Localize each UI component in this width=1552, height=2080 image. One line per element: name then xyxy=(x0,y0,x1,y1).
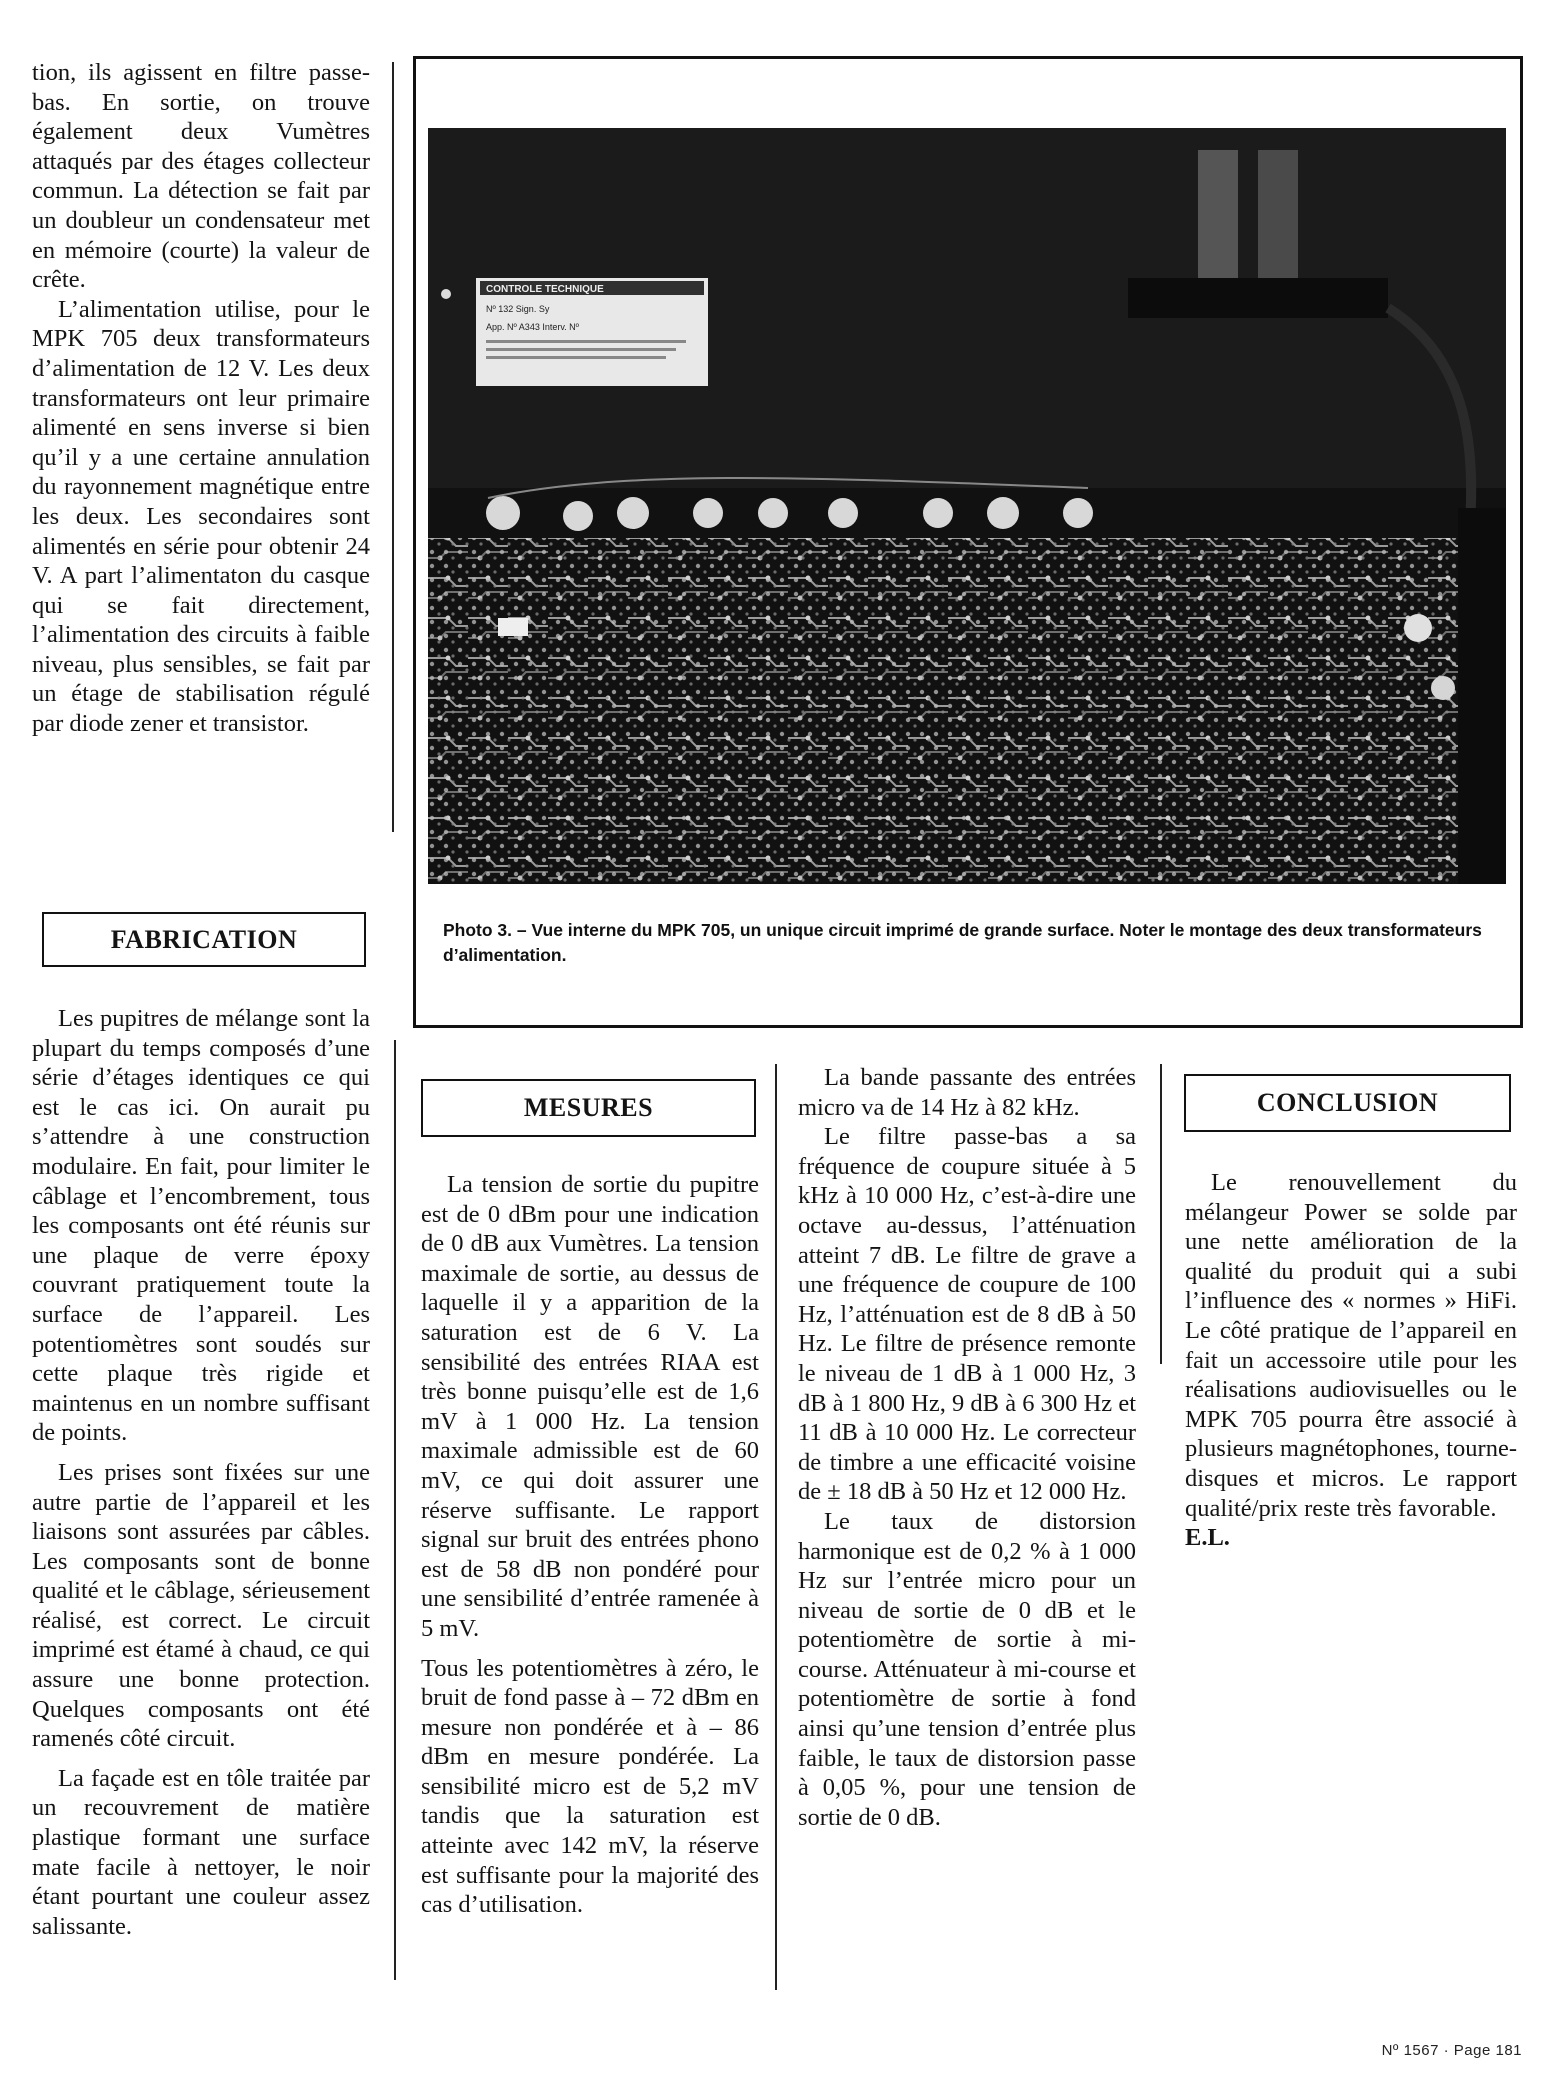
circuit-board-image xyxy=(428,128,1506,884)
caption-label: Photo 3. xyxy=(443,920,513,940)
mesures-body xyxy=(421,1170,759,1920)
paragraph: Les prises sont fixées sur une autre partie de l’appareil et les liaisons sont assurées par câbles. Les composants sont de bonne qualité et le câblage, sérieusement réalisé, est correct. Le circuit imprimé est étamé à chaud, ce qui assure une bonne protection. Quelques composants ont été ramenés côté circuit. xyxy=(32,1458,370,1753)
conclusion-body xyxy=(1185,1168,1517,1553)
label-line: App. Nº A343 Interv. Nº xyxy=(486,322,579,332)
column-rule xyxy=(1160,1064,1162,1364)
paragraph: Les pupitres de mélange sont la plupart du temps composés d’une série d’étages identiques ce qui est le cas ici. On aurait pu s’attendre à une construction modulaire. En fait, pour limiter le câblage et l’encombrement, tous les composants ont été réunis sur une plaque de verre époxy couvrant pratiquement toute la surface de l’appareil. Les potentiomètres sont soudés sur cette plaque très rigide et maintenus en un nombre suffisant de points. xyxy=(32,1005,370,1447)
circuit-board-photo xyxy=(428,128,1506,884)
conclusion-heading: CONCLUSION xyxy=(1184,1074,1511,1132)
column-rule xyxy=(394,1040,396,1980)
fabrication-heading: FABRICATION xyxy=(42,912,366,967)
author-signature: E.L. xyxy=(1185,1524,1230,1552)
paragraph: Le filtre passe-bas a sa fréquence de coupure située à 5 kHz à 10 000 Hz, c’est-à-dire une octave au-dessus, l’atténuation atteint 7 dB. Le filtre de grave a une fréquence de coupure de 100 Hz, l’atténuation est de 8 dB à 50 Hz. Le filtre de présence remonte le niveau de 1 dB à 1 000 Hz, 3 dB à 1 800 Hz, 9 dB à 6 300 Hz et 11 dB à 10 000 Hz. Le correcteur de timbre a une efficacité voisine de ± 18 dB à 50 Hz et 12 000 Hz. xyxy=(798,1123,1136,1506)
paragraph: Le renouvellement du mélangeur Power se solde par une nette amélioration de la qualité du produit qui a subi l’influence des « normes » HiFi. Le côté pratique de l’appareil en fait un accessoire utile pour les réalisations audiovisuelles ou le MPK 705 pourra être associé à plusieurs magnétophones, tourne-disques et micros. Le rapport qualité/prix reste très favorable. xyxy=(1185,1169,1517,1522)
column-3 xyxy=(798,1063,1136,1832)
paragraph: L’alimentation utilise, pour le MPK 705 deux transformateurs d’alimentation de 12 V. Les deux transformateurs ont leur primaire alimenté en sens inverse si bien qu’il y a une certaine annulation du rayonnement magnétique entre les deux. Les secondaires sont alimentés en série pour obtenir 24 V. A part l’alimentaton du casque qui se fait directement, l’alimentation des circuits à faible niveau, plus sensibles, se fait par un étage de stabilisation régulé par diode zener et transistor. xyxy=(32,295,370,738)
column-rule xyxy=(392,62,394,832)
page-footer: Nº 1567 · Page 181 xyxy=(1381,2042,1522,2059)
photo-caption xyxy=(443,918,1493,968)
paragraph: Le taux de distorsion harmonique est de 0,2 % à 1 000 Hz sur l’entrée micro pour un niveau de sortie de 0 dB et le potentiomètre de sortie à mi-course. Atténuateur à mi-course et potentiomètre de sortie à fond ainsi qu’une tension d’entrée plus faible, le taux de distorsion passe à 0,05 %, pour une tension de sortie de 0 dB. xyxy=(798,1507,1136,1831)
fabrication-body xyxy=(32,1004,370,1941)
paragraph: Tous les potentiomètres à zéro, le bruit de fond passe à – 72 dBm en mesure non pondérée et à – 86 dBm en mesure pondérée. La sensibilité micro est de 5,2 mV tandis que la saturation est atteinte avec 142 mV, la réserve est suffisante pour la majorité des cas d’utilisation. xyxy=(421,1654,759,1919)
mesures-heading: MESURES xyxy=(421,1079,756,1137)
paragraph: La bande passante des entrées micro va de 14 Hz à 82 kHz. xyxy=(798,1064,1136,1121)
paragraph: tion, ils agissent en filtre passe-bas. En sortie, on trouve également deux Vumètres attaqués par des étages collecteur commun. La détection se fait par un doubleur un condensateur met en mémoire (courte) la valeur de crête. xyxy=(32,59,370,294)
column-1-top xyxy=(32,58,370,739)
paragraph: La façade est en tôle traitée par un recouvrement de matière plastique formant une surface mate facile à nettoyer, le noir étant pourtant une couleur assez salissante. xyxy=(32,1764,370,1940)
paragraph: La tension de sortie du pupitre est de 0 dBm pour une indication de 0 dB aux Vumètres. La tension maximale de sortie, au dessus de laquelle il y a apparition de la saturation est de 6 V. La sensibilité des entrées RIAA est très bonne puisqu’elle est de 1,6 mV à 1 000 Hz. La tension maximale admissible est de 60 mV, ce qui doit assurer une réserve suffisante. Le rapport signal sur bruit des entrées phono est de 58 dB non pondéré pour une sensibilité d’entrée ramenée à 5 mV. xyxy=(421,1171,759,1642)
label-line: Nº 132 Sign. Sy xyxy=(486,304,550,314)
column-rule xyxy=(775,1064,777,1990)
caption-text: – Vue interne du MPK 705, un unique circuit imprimé de grande surface. Noter le montage des deux transformateurs d’alimentation. xyxy=(443,920,1482,965)
label-title: CONTROLE TECHNIQUE xyxy=(486,284,604,295)
